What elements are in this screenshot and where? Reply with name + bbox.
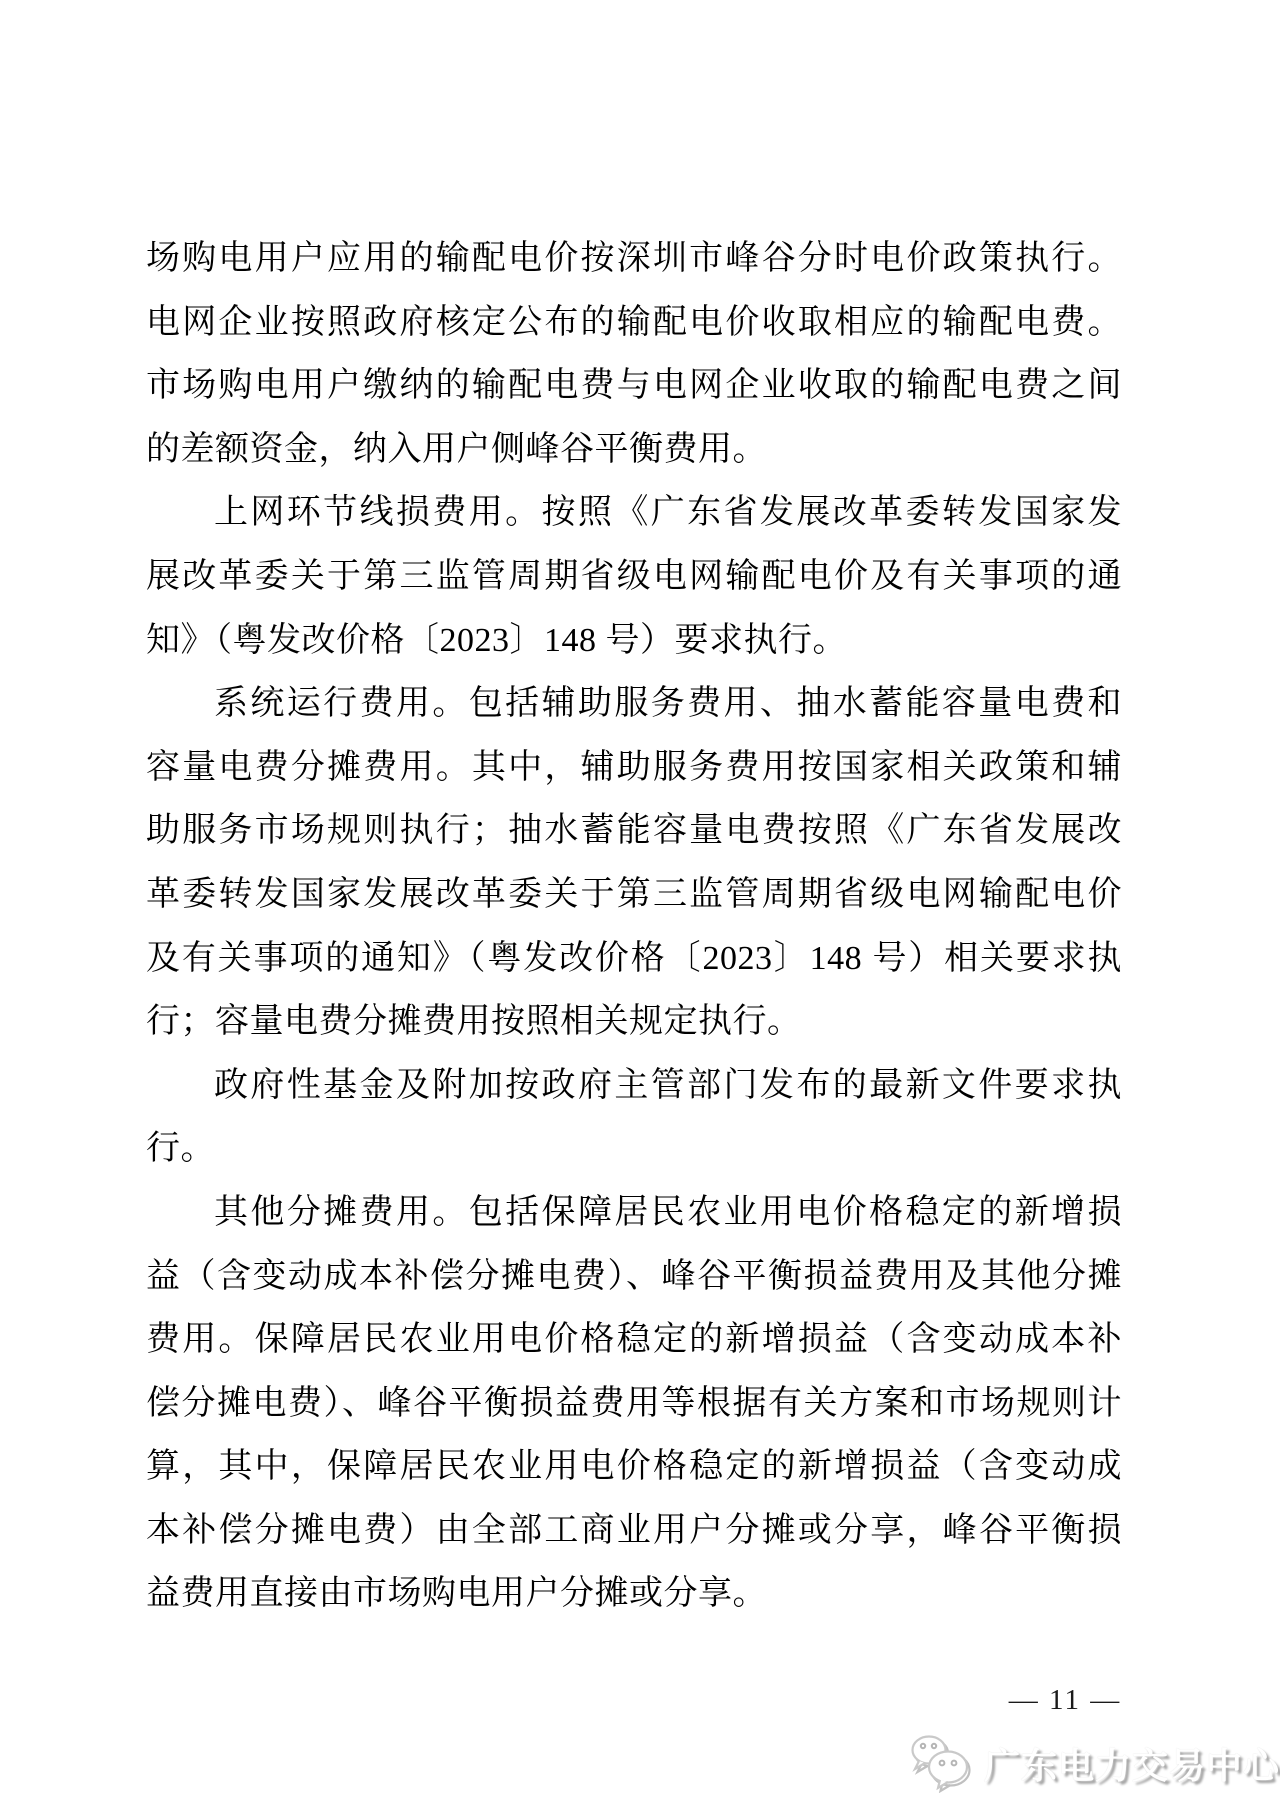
text-line: 政府性基金及附加按政府主管部门发布的最新文件要求执 — [214, 1066, 1122, 1104]
text-line: 行。 — [146, 1130, 215, 1168]
footer-brand — [908, 1733, 1280, 1793]
wechat-logo-icon — [908, 1733, 974, 1793]
text-line: 偿分摊电费）、峰谷平衡损益费用等根据有关方案和市场规则计 — [146, 1384, 1122, 1422]
text-line: 电网企业按照政府核定公布的输配电价收取相应的输配电费。 — [146, 303, 1122, 341]
text-line: 益费用直接由市场购电用户分摊或分享。 — [146, 1575, 767, 1613]
text-line: 助服务市场规则执行；抽水蓄能容量电费按照《广东省发展改 — [146, 812, 1122, 850]
text-line: 上网环节线损费用。按照《广东省发展改革委转发国家发 — [214, 494, 1122, 532]
text-line: 行；容量电费分摊费用按照相关规定执行。 — [146, 1003, 802, 1041]
text-line: 系统运行费用。包括辅助服务费用、抽水蓄能容量电费和 — [214, 685, 1122, 723]
text-line: 知》（粤发改价格〔2023〕148 号）要求执行。 — [146, 621, 847, 659]
text-line: 费用。保障居民农业用电价格稳定的新增损益（含变动成本补 — [146, 1321, 1122, 1359]
footer-brand-text: 广东电力交易中心 — [984, 1744, 1280, 1786]
text-line: 的差额资金，纳入用户侧峰谷平衡费用。 — [146, 430, 767, 468]
text-line: 本补偿分摊电费）由全部工商业用户分摊或分享，峰谷平衡损 — [146, 1511, 1122, 1549]
text-line: 及有关事项的通知》（粤发改价格〔2023〕148 号）相关要求执 — [146, 939, 1122, 977]
text-line: 其他分摊费用。包括保障居民农业用电价格稳定的新增损 — [214, 1193, 1122, 1231]
text-line: 场购电用户应用的输配电价按深圳市峰谷分时电价政策执行。 — [146, 240, 1122, 277]
page-number: — 11 — — [1008, 1684, 1122, 1716]
text-line: 容量电费分摊费用。其中，辅助服务费用按国家相关政策和辅 — [146, 748, 1122, 786]
text-line: 展改革委关于第三监管周期省级电网输配电价及有关事项的通 — [146, 557, 1122, 595]
text-line: 算，其中，保障居民农业用电价格稳定的新增损益（含变动成 — [146, 1448, 1122, 1486]
text-line: 革委转发国家发展改革委关于第三监管周期省级电网输配电价 — [146, 875, 1122, 913]
text-line: 益（含变动成本补偿分摊电费）、峰谷平衡损益费用及其他分摊 — [146, 1257, 1122, 1295]
document-text — [146, 227, 1122, 1626]
text-line: 市场购电用户缴纳的输配电费与电网企业收取的输配电费之间 — [146, 367, 1122, 405]
